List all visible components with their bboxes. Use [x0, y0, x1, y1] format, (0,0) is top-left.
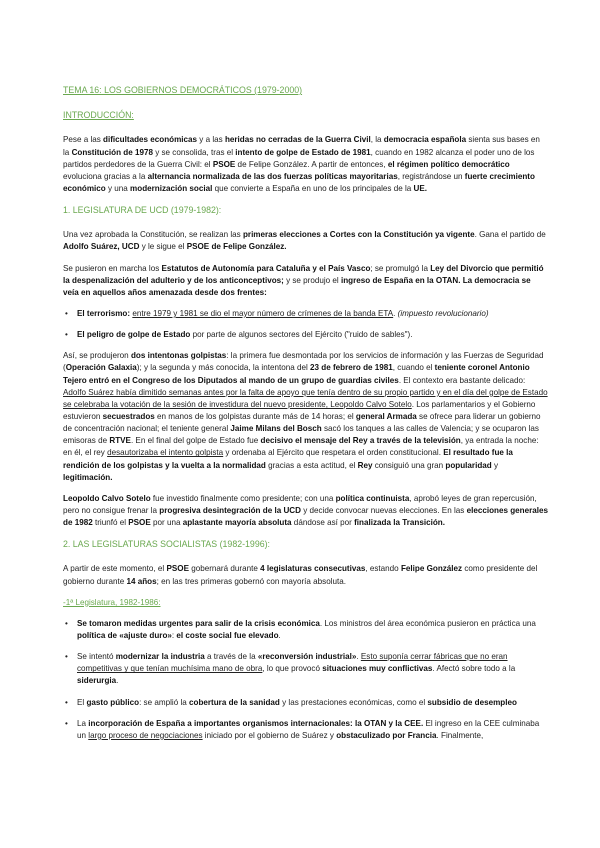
text-run: fue investido finalmente como presidente; con una [150, 493, 336, 503]
bold-run: PSOE [166, 564, 189, 574]
bold-run: Operación Galaxia [65, 363, 137, 373]
text-run: El [77, 697, 87, 707]
bold-run: incorporación de España a importantes organismos internacionales: la OTAN y la CEE. [88, 718, 424, 728]
text-run: ; en las tres primeras gobernó con mayoría absoluta. [156, 576, 347, 586]
text-run: sienta sus bases en la [63, 135, 540, 157]
bold-run: política continuista [335, 493, 410, 503]
bullet-international [77, 719, 539, 740]
text-run: y una [105, 183, 131, 193]
bold-run: Leopoldo Calvo Sotelo [63, 493, 151, 503]
text-run: y a las [197, 135, 225, 145]
list-item [63, 651, 548, 687]
bold-run: ingreso de España en la OTAN. La democracia se veía en aquellos años amenazada desde dos frentes: [63, 275, 531, 297]
text-run: . En el final del golpe de Estado fue [130, 436, 261, 446]
text-run: . El contexto era bastante delicado: [398, 375, 526, 385]
list-item [63, 697, 548, 709]
section-2-paragraph-1 [63, 563, 548, 587]
bullet-icon: • [65, 618, 68, 628]
text-run: A partir de este momento, el [63, 564, 167, 574]
bold-run: teniente coronel Antonio Tejero entró en el Congreso de los Diputados al mando de un grupo de guardias civiles [63, 363, 530, 385]
bold-run: intento de golpe de Estado de 1981 [235, 147, 371, 157]
bold-run: PSOE de Felipe González. [186, 242, 287, 252]
text-run: triunfó el [92, 518, 129, 528]
bold-run: Adolfo Suárez, UCD [63, 242, 140, 252]
italic-run: (impuesto revolucionario) [397, 308, 489, 318]
text-run: . Gana el partido de [474, 230, 546, 240]
bold-run: PSOE [128, 518, 151, 528]
bold-run: Constitución de 1978 [71, 147, 153, 157]
bold-run: El peligro de golpe de Estado [77, 330, 191, 340]
text-run: . [116, 676, 119, 686]
bold-run: 14 años [126, 576, 157, 586]
text-run: ; se promulgó la [370, 263, 431, 273]
bullet-icon: • [65, 652, 68, 662]
bullet-crisis-measures [77, 619, 536, 640]
text-run: Se intentó [77, 652, 116, 662]
text-run: sacó los tanques a las calles de Valencia; y se ocuparon las emisoras de [63, 424, 539, 446]
bold-run: Se tomaron medidas urgentes para salir de la crisis económica [77, 618, 320, 628]
text-run: El ingreso en la CEE culminaba un [77, 718, 540, 740]
intro-paragraph [63, 134, 548, 195]
bold-run: aplastante mayoría absoluta [182, 518, 292, 528]
text-run: de Felipe González. A partir de entonces, [235, 159, 388, 169]
text-run: iniciado por el gobierno de Suárez y [202, 730, 337, 740]
text-run: gobernará durante [188, 564, 261, 574]
list-item [63, 618, 548, 642]
bold-run: popularidad [445, 460, 492, 470]
bold-run: primeras elecciones a Cortes con la Constitución ya vigente [242, 230, 475, 240]
section-2-heading [63, 538, 548, 551]
text-run: Pese a las [63, 135, 104, 145]
text-run: ); y la segunda y más conocida, la intentona del [136, 363, 311, 373]
text-run: . Finalmente, [436, 730, 484, 740]
text-run: evoluciona gracias a la [63, 171, 148, 181]
bullet-icon: • [65, 308, 68, 318]
underlined-run: Adolfo Suárez había dimitido semanas antes por la falta de apoyo que tenía dentro de su propio partido y en el día del golpe de Estado se celebraba la votación de la sesión de investidura del nuevo presidente, Leopoldo Calvo Sotelo [63, 387, 548, 409]
section-1-heading [63, 204, 548, 217]
text-run: . Afectó sobre todo a la [432, 664, 516, 674]
bold-run: Ley del Divorcio que permitió la despenalización del adulterio y de los anticonceptivos; [63, 263, 544, 285]
underlined-run: largo proceso de negociaciones [88, 730, 203, 740]
section-1-paragraph-3 [63, 350, 548, 484]
bold-run: el coste social fue elevado [176, 630, 279, 640]
bold-run: finalizada la Transición. [354, 518, 445, 528]
text-run: y decide convocar nuevas elecciones. En las [300, 505, 467, 515]
bold-run: decisivo el mensaje del Rey a través de la televisión [260, 436, 461, 446]
bullet-icon: • [65, 330, 68, 340]
bold-run: democracia española [383, 135, 467, 145]
text-run: y se consolida, tras el [152, 147, 236, 157]
text-run: Se pusieron en marcha los [63, 263, 162, 273]
section-1-paragraph-1 [63, 229, 548, 253]
bold-run: heridas no cerradas de la Guerra Civil [224, 135, 371, 145]
document-title: TEMA 16: LOS GOBIERNOS DEMOCRÁTICOS (1979-2000) [63, 85, 303, 95]
text-run: y se produjo el [283, 275, 341, 285]
list-item [63, 718, 548, 742]
bold-run: alternancia normalizada de las dos fuerzas políticas mayoritarias [147, 171, 398, 181]
list-item [63, 308, 548, 320]
bold-run: situaciones muy conflictivas [322, 664, 433, 674]
bold-run: PSOE [212, 159, 236, 169]
text-run: por una [150, 518, 183, 528]
text-run: por parte de algunos sectores del Ejército ("ruido de sables"). [190, 330, 413, 340]
bold-run: dificultades económicas [103, 135, 198, 145]
text-run: Así, se produjeron [63, 351, 131, 361]
bold-run: Felipe González [400, 564, 463, 574]
bold-run: 23 de febrero de 1981 [310, 363, 393, 373]
text-run: , lo que provocó [262, 664, 323, 674]
section-2-heading-text: 2. LAS LEGISLATURAS SOCIALISTAS (1982-1996): [63, 539, 270, 550]
bold-run: modernizar la industria [115, 652, 205, 662]
bold-run: Jaime Milans del Bosch [230, 424, 322, 434]
bullet-public-spending [77, 698, 517, 707]
bold-run: legitimación. [63, 472, 113, 482]
text-run: . [356, 652, 361, 662]
list-item [63, 329, 548, 341]
bold-run: gasto público [86, 697, 140, 707]
text-run: , ya entrada la noche: en él, el rey [63, 436, 539, 458]
text-run: . [278, 630, 281, 640]
bullet-coup-danger [77, 330, 413, 339]
text-run: La [77, 718, 89, 728]
text-run: y le sigue el [139, 242, 187, 252]
underlined-run: entre 1979 y 1981 se dio el mayor número de crímenes de la banda ETA [132, 308, 394, 318]
underlined-run: desautorizaba el intento golpista [107, 448, 224, 458]
underlined-run: Esto suponía cerrar fábricas que no eran competitivas y que tenían muchísima mano de obra [77, 652, 508, 674]
bullet-industry [77, 652, 515, 685]
text-run: : se amplió la [139, 697, 189, 707]
section-1-paragraph-4 [63, 493, 548, 529]
bold-run: 4 legislaturas consecutivas [260, 564, 366, 574]
bold-run: el régimen político democrático [387, 159, 510, 169]
bold-run: Estatutos de Autonomía para Cataluña y el País Vasco [161, 263, 371, 273]
bullet-icon: • [65, 697, 68, 707]
bold-run: elecciones generales de 1982 [63, 505, 548, 528]
text-run: . Los ministros del área económica pusieron en práctica una [319, 618, 536, 628]
text-run: a través de la [204, 652, 258, 662]
bold-run: fuerte crecimiento económico [63, 171, 535, 193]
text-run: que convierte a España en uno de los principales de la [212, 183, 414, 193]
text-run: , registrándose un [397, 171, 465, 181]
bullet-icon: • [65, 718, 68, 728]
text-run: y ordenaba al Ejército que respetara el orden constitucional. [223, 448, 444, 458]
text-run: se ofrece para liderar un gobierno de concentración nacional; el teniente general [63, 411, 541, 434]
text-run: y las prestaciones económicas, como el [279, 697, 428, 707]
text-run: y [491, 460, 499, 470]
intro-heading: INTRODUCCIÓN: [63, 110, 134, 121]
bold-run: obstaculizado por Francia [336, 730, 437, 740]
text-run: dándose así por [291, 518, 355, 528]
text-run: : [171, 630, 177, 640]
bold-run: subsidio de desempleo [427, 697, 517, 707]
bold-run: progresiva desintegración de la UCD [159, 505, 301, 515]
text-run: gracias a esta actitud, el [265, 460, 358, 470]
bold-run: «reconversión industrial» [257, 652, 357, 662]
text-run: . [393, 308, 398, 318]
text-run: Una vez aprobada la Constitución, se realizan las [63, 230, 243, 240]
text-run: . Los parlamentarios y el Gobierno estuvieron [63, 399, 536, 421]
text-run: , estando [365, 564, 401, 574]
text-run: en manos de los golpistas durante más de 14 horas; el [154, 411, 356, 421]
text-run: , cuando en 1982 alcanza el poder uno de los partidos perdedores de la Guerra Civil: el [63, 147, 535, 169]
text-run: , la [370, 135, 384, 145]
bold-run: siderurgia [77, 676, 117, 686]
bold-run: UE. [413, 183, 427, 193]
bold-run: modernización social [130, 183, 213, 193]
section-1-heading-text: 1. LEGISLATURA DE UCD (1979-1982): [63, 205, 222, 216]
bold-run: El resultado fue la rendición de los golpistas y la vuelta a la normalidad [63, 448, 513, 470]
bold-run: dos intentonas golpistas [130, 351, 227, 361]
bullet-terrorism [77, 309, 489, 318]
bold-run: general Armada [355, 411, 417, 421]
bold-run: política de «ajuste duro» [77, 630, 172, 640]
section-1-paragraph-2 [63, 263, 548, 299]
document-body [63, 84, 548, 751]
bold-run: RTVE [109, 436, 131, 446]
bold-run: cobertura de la sanidad [189, 697, 280, 707]
text-run: , aprobó leyes de gran repercusión, pero no consigue frenar la [63, 493, 537, 515]
bold-run: Rey [357, 460, 373, 470]
section-2-subheading: -1ª Legislatura, 1982-1986: [63, 597, 161, 607]
text-run: como presidente del gobierno durante [63, 564, 538, 586]
bold-run: El terrorismo: [77, 308, 131, 318]
text-run: consiguió una gran [372, 460, 446, 470]
bold-run: secuestrados [102, 411, 155, 421]
text-run: : la primera fue desmontada por los servicios de información y las Fuerzas de Seguridad ( [63, 351, 544, 373]
text-run: , cuando el [392, 363, 435, 373]
